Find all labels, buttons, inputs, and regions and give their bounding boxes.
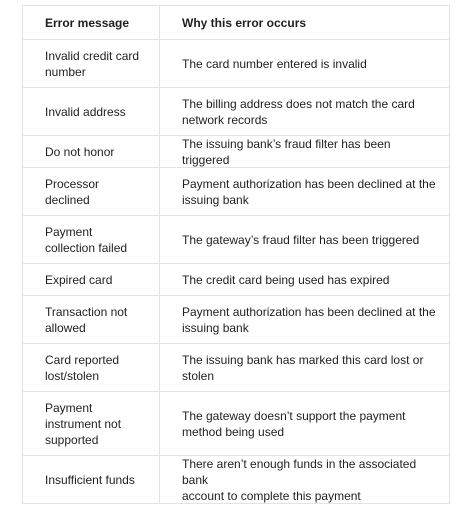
error-message-cell: Processor declined bbox=[23, 168, 160, 215]
error-messages-table bbox=[22, 5, 450, 504]
error-message-cell: Do not honor bbox=[23, 136, 160, 167]
error-message-cell: Payment instrument not supported bbox=[23, 392, 160, 455]
table-row bbox=[23, 216, 449, 264]
error-reason-cell: Payment authorization has been declined at the issuing bank bbox=[182, 176, 436, 207]
error-reason-cell: The card number entered is invalid bbox=[182, 56, 367, 71]
error-reason-cell: The gateway doesn’t support the payment method being used bbox=[182, 408, 406, 439]
table-header-row bbox=[23, 6, 449, 40]
error-message-cell: Card reported lost/stolen bbox=[23, 344, 160, 391]
table-row bbox=[23, 392, 449, 456]
error-message-cell: Invalid credit card number bbox=[23, 40, 160, 87]
table-row bbox=[23, 456, 449, 504]
table-row bbox=[23, 88, 449, 136]
table-row bbox=[23, 40, 449, 88]
error-reason-cell: The credit card being used has expired bbox=[182, 272, 390, 287]
table-row bbox=[23, 344, 449, 392]
error-reason-cell: The gateway’s fraud filter has been triggered bbox=[182, 232, 420, 247]
header-why-this-error-occurs: Why this error occurs bbox=[182, 15, 307, 30]
table-row bbox=[23, 136, 449, 168]
error-message-cell: Payment collection failed bbox=[23, 216, 160, 263]
error-message-cell: Insufficient funds bbox=[23, 456, 160, 503]
error-message-cell: Expired card bbox=[23, 264, 160, 295]
table-row bbox=[23, 296, 449, 344]
error-reason-cell: Payment authorization has been declined at the issuing bank bbox=[182, 304, 436, 335]
header-error-message: Error message bbox=[23, 6, 160, 39]
error-message-cell: Transaction not allowed bbox=[23, 296, 160, 343]
error-message-cell: Invalid address bbox=[23, 88, 160, 135]
error-reason-cell: There aren’t enough funds in the associated bank account to complete this payment bbox=[182, 456, 417, 503]
table-row bbox=[23, 168, 449, 216]
error-reason-cell: The issuing bank has marked this card lost or stolen bbox=[182, 352, 424, 383]
error-reason-cell: The billing address does not match the card network records bbox=[182, 96, 415, 127]
error-reason-cell: The issuing bank’s fraud filter has been triggered bbox=[182, 136, 391, 167]
table-row bbox=[23, 264, 449, 296]
